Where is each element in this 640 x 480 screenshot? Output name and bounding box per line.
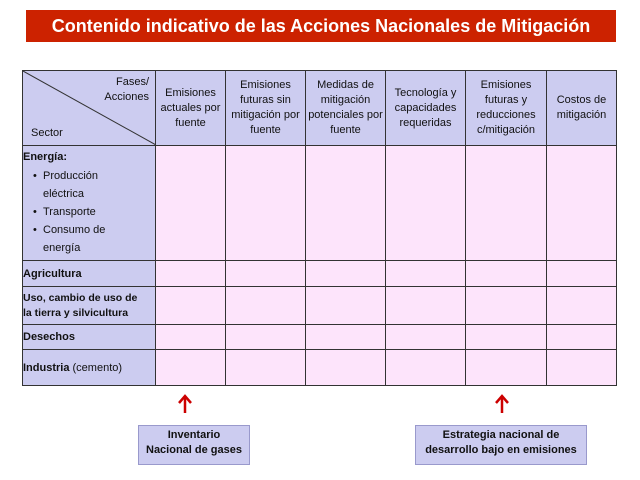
table-cell [466, 287, 547, 325]
table-cell [156, 325, 226, 350]
row-header-industria [23, 350, 156, 386]
row-header-desechos: Desechos [23, 325, 156, 350]
table-cell [386, 146, 466, 261]
corner-sector-label: Sector [31, 127, 63, 139]
row-uso-tierra [23, 287, 617, 325]
table-cell [466, 146, 547, 261]
table-cell [156, 146, 226, 261]
inventario-box [138, 425, 250, 465]
list-item: • Producción eléctrica [33, 170, 99, 200]
row-header-uso-tierra [23, 287, 156, 325]
table-cell [156, 350, 226, 386]
list-item: • Transporte [33, 206, 96, 218]
col-header-costos: Costos de mitigación [547, 71, 617, 146]
table-cell [547, 287, 617, 325]
header-row [23, 71, 617, 146]
corner-cell [23, 71, 156, 146]
inventario-line1: Inventario [167, 429, 221, 441]
page-title: Contenido indicativo de las Acciones Nacionales de Mitigación (NAMA) [26, 10, 616, 42]
table-cell [156, 287, 226, 325]
table-cell [547, 261, 617, 287]
row-header-agricultura: Agricultura [23, 261, 156, 287]
corner-fases-label [104, 75, 149, 105]
industria-label: Industria [23, 361, 70, 374]
uso-tierra-line2: la tierra y silvicultura [23, 306, 129, 319]
col-header-medidas: Medidas de mitigación potenciales por fuente [306, 71, 386, 146]
table-cell [226, 325, 306, 350]
list-item: • Consumo de energía [33, 224, 106, 254]
row-energia [23, 146, 617, 261]
energia-label: Energía: [23, 151, 68, 163]
nama-table [22, 70, 617, 386]
table-cell [156, 261, 226, 287]
table-cell [386, 287, 466, 325]
table-cell [547, 325, 617, 350]
row-desechos [23, 325, 617, 350]
table-cell [386, 261, 466, 287]
table-cell [226, 350, 306, 386]
table-cell [466, 325, 547, 350]
estrategia-box [415, 425, 587, 465]
uso-tierra-line1: Uso, cambio de uso de [23, 291, 138, 304]
row-header-energia [23, 146, 156, 261]
row-agricultura [23, 261, 617, 287]
table-cell [226, 287, 306, 325]
inventario-line2: Nacional de gases [146, 444, 242, 456]
col-header-emisiones-futuras: Emisiones futuras sin mitigación por fuente [226, 71, 306, 146]
energia-list [23, 167, 155, 257]
col-header-reducciones: Emisiones futuras y reducciones c/mitigación [466, 71, 547, 146]
col-header-emisiones-actuales: Emisiones actuales por fuente [156, 71, 226, 146]
table-cell [306, 261, 386, 287]
estrategia-line1: Estrategia nacional de [442, 429, 560, 441]
arrow-up-icon [495, 394, 509, 414]
estrategia-line2: desarrollo bajo en emisiones [425, 444, 577, 456]
arrow-up-icon [178, 394, 192, 414]
table-cell [547, 350, 617, 386]
table-cell [306, 146, 386, 261]
row-industria [23, 350, 617, 386]
table-cell [466, 261, 547, 287]
table-cell [386, 325, 466, 350]
table-cell [386, 350, 466, 386]
corner-acciones: Acciones [104, 91, 149, 103]
table-cell [306, 350, 386, 386]
table-cell [306, 325, 386, 350]
table-cell [226, 146, 306, 261]
table-cell [306, 287, 386, 325]
table-cell [226, 261, 306, 287]
industria-note: (cemento) [72, 361, 123, 374]
corner-fases: Fases/ [115, 76, 149, 88]
col-header-tecnologia: Tecnología y capacidades requeridas [386, 71, 466, 146]
table-cell [547, 146, 617, 261]
table-cell [466, 350, 547, 386]
